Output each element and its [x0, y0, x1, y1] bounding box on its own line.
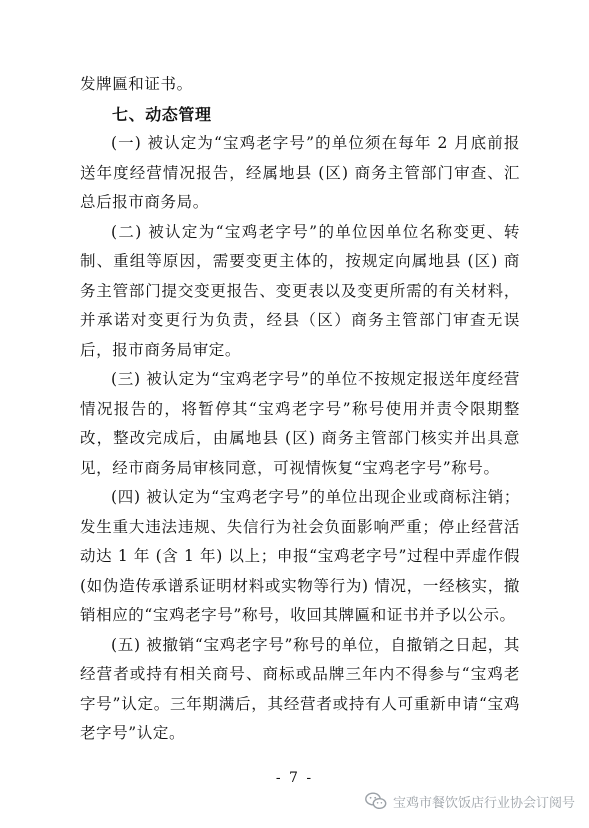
- paragraph-5: (五) 被撤销“宝鸡老字号”称号的单位，自撤销之日起，其经营者或持有相关商号、商标或品牌三年内不得参与“宝鸡老字号”认定。三年期满后，其经营者或持有人可重新申请“宝鸡老字号”认定。: [80, 635, 520, 742]
- wechat-icon: [365, 792, 387, 810]
- paragraph-3: (三) 被认定为“宝鸡老字号”的单位不按规定报送年度经营情况报告的，将暂停其“宝鸡老字号”称号使用并责令限期整改，整改完成后，由属地县 (区) 商务主管部门核实并出具意见，经市商务局审核同意，可视情恢复“宝鸡老字号”称号。: [80, 370, 520, 477]
- section-heading: 七、动态管理: [112, 104, 212, 124]
- watermark-text: 宝鸡市餐饮饭店行业协会订阅号: [392, 795, 575, 811]
- paragraph-2: (二) 被认定为“宝鸡老字号”的单位因单位名称变更、转制、重组等原因，需要变更主体的，按规定向属地县 (区) 商务主管部门提交变更报告、变更表以及变更所需的有关材料，并承诺对变更行为负责，经县（区）商务主管部门审查无误后，报市商务局审定。: [80, 222, 520, 359]
- paragraph-4: (四) 被认定为“宝鸡老字号”的单位出现企业或商标注销；发生重大违法违规、失信行为社会负面影响严重；停止经营活动达 1 年 (含 1 年) 以上；申报“宝鸡老字号”过程中弄虚作假 (如伪造传承谱系证明材料或实物等行为) 情况，一经核实，撤销相应的“宝鸡老字号”称号，收回其牌匾和证书并予以公示。: [80, 488, 520, 624]
- paragraph-1: (一) 被认定为“宝鸡老字号”的单位须在每年 2 月底前报送年度经营情况报告，经属地县 (区) 商务主管部门审查、汇总后报市商务局。: [80, 134, 520, 211]
- document-body: [80, 70, 520, 749]
- watermark: [365, 789, 575, 813]
- page-number: - 7 -: [275, 770, 314, 786]
- opening-fragment: 发牌匾和证书。: [80, 75, 193, 93]
